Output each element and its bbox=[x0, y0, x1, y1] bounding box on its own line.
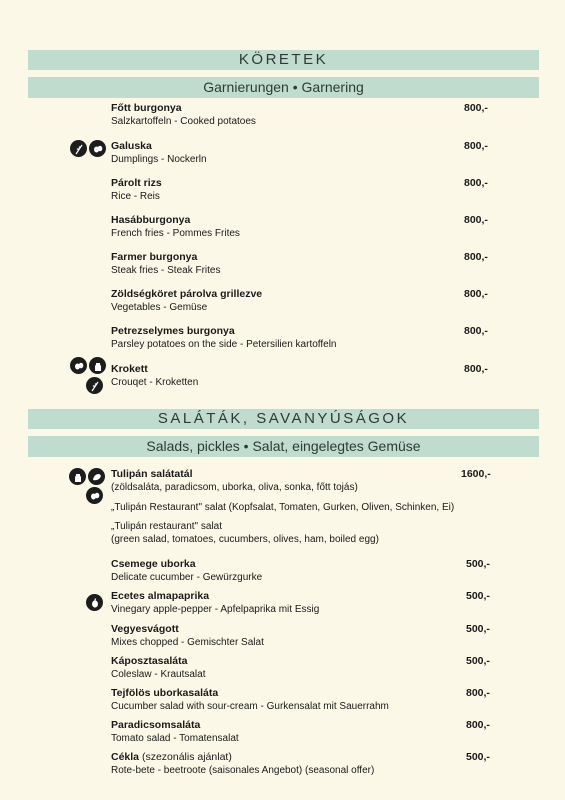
list-item bbox=[111, 363, 501, 389]
item-desc: Coleslaw - Krautsalat bbox=[111, 669, 206, 680]
list-item bbox=[111, 468, 501, 494]
item-name: Káposztasaláta bbox=[111, 655, 188, 667]
item-price: 500,- bbox=[466, 751, 490, 763]
list-item bbox=[111, 590, 501, 616]
list-item bbox=[111, 251, 501, 277]
list-item bbox=[111, 719, 501, 745]
list-item bbox=[111, 325, 501, 351]
item-desc: Dumplings - Nockerln bbox=[111, 154, 207, 165]
milk-icon bbox=[69, 468, 86, 485]
item-price: 800,- bbox=[464, 363, 488, 375]
section-title-salatak: SALÁTÁK, SAVANYÚSÁGOK bbox=[28, 409, 539, 429]
allergen-icons bbox=[70, 357, 106, 374]
item-desc: Cucumber salad with sour-cream - Gurkensalat mit Sauerrahm bbox=[111, 701, 389, 712]
item-desc: (zöldsaláta, paradicsom, uborka, oliva, sonka, főtt tojás) bbox=[111, 482, 358, 493]
list-item bbox=[111, 102, 501, 128]
item-desc: Steak fries - Steak Frites bbox=[111, 265, 221, 276]
list-item bbox=[111, 751, 501, 777]
item-name bbox=[111, 751, 501, 764]
item-name-note: (szezonális ajánlat) bbox=[139, 751, 232, 763]
item-desc: Vegetables - Gemüse bbox=[111, 302, 208, 313]
item-desc: Tomato salad - Tomatensalat bbox=[111, 733, 239, 744]
wheat-icon bbox=[70, 140, 87, 157]
allergen-icons bbox=[86, 487, 103, 504]
item-name: Farmer burgonya bbox=[111, 251, 198, 263]
item-name: Krokett bbox=[111, 363, 148, 375]
allergen-icons bbox=[86, 377, 103, 394]
milk-icon bbox=[89, 357, 106, 374]
item-price: 800,- bbox=[464, 140, 488, 152]
allergen-icons bbox=[70, 140, 106, 157]
item-name: Ecetes almapaprika bbox=[111, 590, 210, 602]
meat-icon bbox=[88, 468, 105, 485]
egg-icon bbox=[89, 140, 106, 157]
item-desc: Vinegary apple-pepper - Apfelpaprika mit Essig bbox=[111, 604, 320, 615]
item-desc: Mixes chopped - Gemischter Salat bbox=[111, 637, 264, 648]
item-price: 500,- bbox=[466, 655, 490, 667]
item-name: Tulipán salátatál bbox=[111, 468, 193, 480]
item-price: 500,- bbox=[466, 623, 490, 635]
list-item bbox=[111, 623, 501, 649]
item-desc: Salzkartoffeln - Cooked potatoes bbox=[111, 116, 256, 127]
pepper-icon bbox=[86, 594, 103, 611]
item-desc: Rote-bete - beetroote (saisonales Angebot) (seasonal offer) bbox=[111, 765, 375, 776]
item-name: Tejfölös uborkasaláta bbox=[111, 687, 219, 699]
section-subtitle-koretek: Garnierungen • Garnering bbox=[28, 77, 539, 98]
item-desc: Crouqet - Kroketten bbox=[111, 377, 199, 388]
egg-icon bbox=[70, 357, 87, 374]
item-name: Csemege uborka bbox=[111, 558, 196, 570]
allergen-icons bbox=[86, 594, 103, 611]
wheat-icon bbox=[86, 377, 103, 394]
list-item bbox=[111, 655, 501, 681]
item-name-text: Cékla bbox=[111, 751, 140, 763]
item-name: Hasábburgonya bbox=[111, 214, 191, 226]
item-name: Petrezselymes burgonya bbox=[111, 325, 235, 337]
item-price: 800,- bbox=[466, 687, 490, 699]
list-item bbox=[111, 288, 501, 314]
item-price: 800,- bbox=[464, 177, 488, 189]
item-desc: French fries - Pommes Frites bbox=[111, 228, 240, 239]
item-desc: Parsley potatoes on the side - Petersilien kartoffeln bbox=[111, 339, 337, 350]
item-name: Galuska bbox=[111, 140, 152, 152]
item-desc-german: „Tulipán Restaurant" salat (Kopfsalat, Tomaten, Gurken, Oliven, Schinken, Ei) bbox=[111, 502, 455, 513]
item-name: Zöldségköret párolva grillezve bbox=[111, 288, 263, 300]
egg-icon bbox=[86, 487, 103, 504]
item-name: Vegyesvágott bbox=[111, 623, 179, 635]
section-subtitle-salatak: Salads, pickles • Salat, eingelegtes Gemüse bbox=[28, 436, 539, 457]
item-price: 500,- bbox=[466, 558, 490, 570]
item-desc: Rice - Reis bbox=[111, 191, 160, 202]
list-item bbox=[111, 214, 501, 240]
item-price: 800,- bbox=[466, 719, 490, 731]
item-desc: Delicate cucumber - Gewürzgurke bbox=[111, 572, 263, 583]
item-name: Paradicsomsaláta bbox=[111, 719, 201, 731]
item-name: Főtt burgonya bbox=[111, 102, 182, 114]
item-price: 800,- bbox=[464, 251, 488, 263]
list-item bbox=[111, 177, 501, 203]
item-price: 1600,- bbox=[461, 468, 491, 480]
item-price: 500,- bbox=[466, 590, 490, 602]
item-name: Párolt rizs bbox=[111, 177, 162, 189]
allergen-icons bbox=[69, 468, 105, 485]
section-title-koretek: KÖRETEK bbox=[28, 50, 539, 70]
item-desc-english-title: „Tulipán restaurant" salat bbox=[111, 521, 223, 532]
item-price: 800,- bbox=[464, 102, 488, 114]
list-item bbox=[111, 558, 501, 584]
item-price: 800,- bbox=[464, 325, 488, 337]
list-item bbox=[111, 687, 501, 713]
item-desc-english: (green salad, tomatoes, cucumbers, olives, ham, boiled egg) bbox=[111, 534, 379, 545]
item-price: 800,- bbox=[464, 288, 488, 300]
list-item bbox=[111, 140, 501, 166]
item-price: 800,- bbox=[464, 214, 488, 226]
